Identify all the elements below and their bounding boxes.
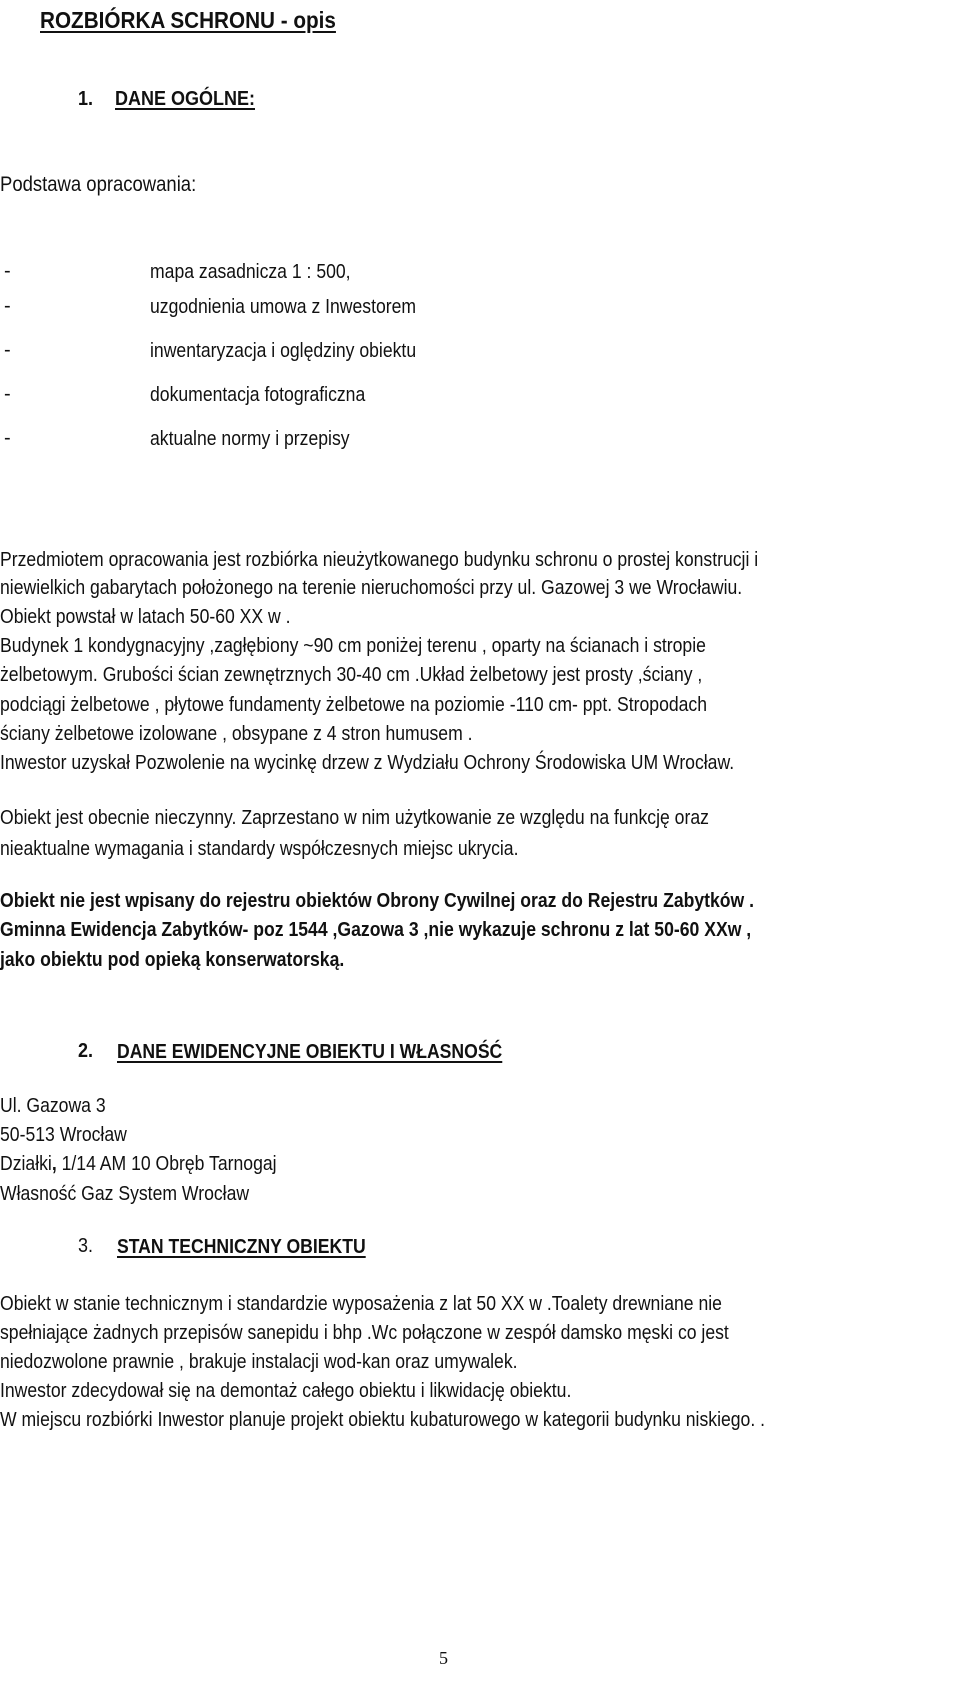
paragraph-line: Gminna Ewidencja Zabytków- poz 1544 ,Gazowa 3 ,nie wykazuje schronu z lat 50-60 XXw , [0,919,752,941]
section-2-number: 2. [78,1040,94,1062]
paragraph-line: podciągi żelbetowe , płytowe fundamenty żelbetowe na poziomie -110 cm- ppt. Stropodach [0,694,708,716]
paragraph-line: niewielkich gabarytach położonego na terenie nieruchomości przy ul. Gazowej 3 we Wrocławiu. [0,577,743,599]
list-item-dash: - [4,383,11,405]
postal-city: 50-513 Wrocław [0,1124,127,1146]
list-item: aktualne normy i przepisy [150,428,350,450]
paragraph-line: W miejscu rozbiórki Inwestor planuje projekt obiektu kubaturowego w kategorii budynku niskiego. . [0,1409,766,1431]
page-number: 5 [439,1648,448,1668]
plots-prefix: Działki [0,1153,52,1175]
paragraph-line: Przedmiotem opracowania jest rozbiórka nieużytkowanego budynku schronu o prostej konstrucji i [0,549,759,571]
list-item: uzgodnienia umowa z Inwestorem [150,296,417,318]
document-title: ROZBIÓRKA SCHRONU - opis [40,7,336,33]
list-item-dash: - [4,339,11,361]
paragraph-line: Obiekt jest obecnie nieczynny. Zaprzestano w nim użytkowanie ze względu na funkcję oraz [0,807,709,829]
list-item: dokumentacja fotograficzna [150,384,366,406]
paragraph-line: Inwestor zdecydował się na demontaż całego obiektu i likwidację obiektu. [0,1380,572,1402]
basis-title: Podstawa opracowania: [0,173,197,196]
paragraph-line: Inwestor uzyskał Pozwolenie na wycinkę drzew z Wydziału Ochrony Środowiska UM Wrocław. [0,752,735,774]
paragraph-line: niedozwolone prawnie , brakuje instalacji wod-kan oraz umywalek. [0,1351,518,1373]
section-1-title: DANE OGÓLNE: [115,88,256,110]
plots-comma: , [51,1153,57,1175]
list-item: mapa zasadnicza 1 : 500, [150,261,351,283]
list-item: inwentaryzacja i oględziny obiektu [150,340,417,362]
list-item-dash: - [4,295,11,317]
list-item-dash: - [4,260,11,282]
paragraph-line: Obiekt w stanie technicznym i standardzie wyposażenia z lat 50 XX w .Toalety drewniane nie [0,1293,722,1315]
paragraph-line: nieaktualne wymagania i standardy współczesnych miejsc ukrycia. [0,838,519,860]
paragraph-line: Obiekt nie jest wpisany do rejestru obiektów Obrony Cywilnej oraz do Rejestru Zabytków . [0,890,755,912]
paragraph-line: jako obiektu pod opieką konserwatorską. [0,949,345,971]
plots-rest: 1/14 AM 10 Obręb Tarnogaj [56,1153,277,1175]
paragraph-line: Obiekt powstał w latach 50-60 XX w . [0,606,291,628]
section-3-number: 3. [78,1235,94,1257]
paragraph-line: żelbetowym. Grubości ścian zewnętrznych 30-40 cm .Układ żelbetowy jest prosty ,ściany , [0,664,703,686]
paragraph-line: spełniające żadnych przepisów sanepidu i bhp .Wc połączone w zespół damsko męski co jest [0,1322,729,1344]
section-3-title: STAN TECHNICZNY OBIEKTU [117,1236,366,1258]
section-1-number: 1. [78,88,94,110]
paragraph-line: ściany żelbetowe izolowane , obsypane z 4 stron humusem . [0,723,473,745]
plots [0,1152,277,1176]
list-item-dash: - [4,427,11,449]
paragraph-line: Budynek 1 kondygnacyjny ,zagłębiony ~90 cm poniżej terenu , oparty na ścianach i stropie [0,635,706,657]
section-2-title: DANE EWIDENCYJNE OBIEKTU I WŁASNOŚĆ [117,1041,503,1063]
owner: Własność Gaz System Wrocław [0,1183,250,1205]
street: Ul. Gazowa 3 [0,1095,106,1117]
